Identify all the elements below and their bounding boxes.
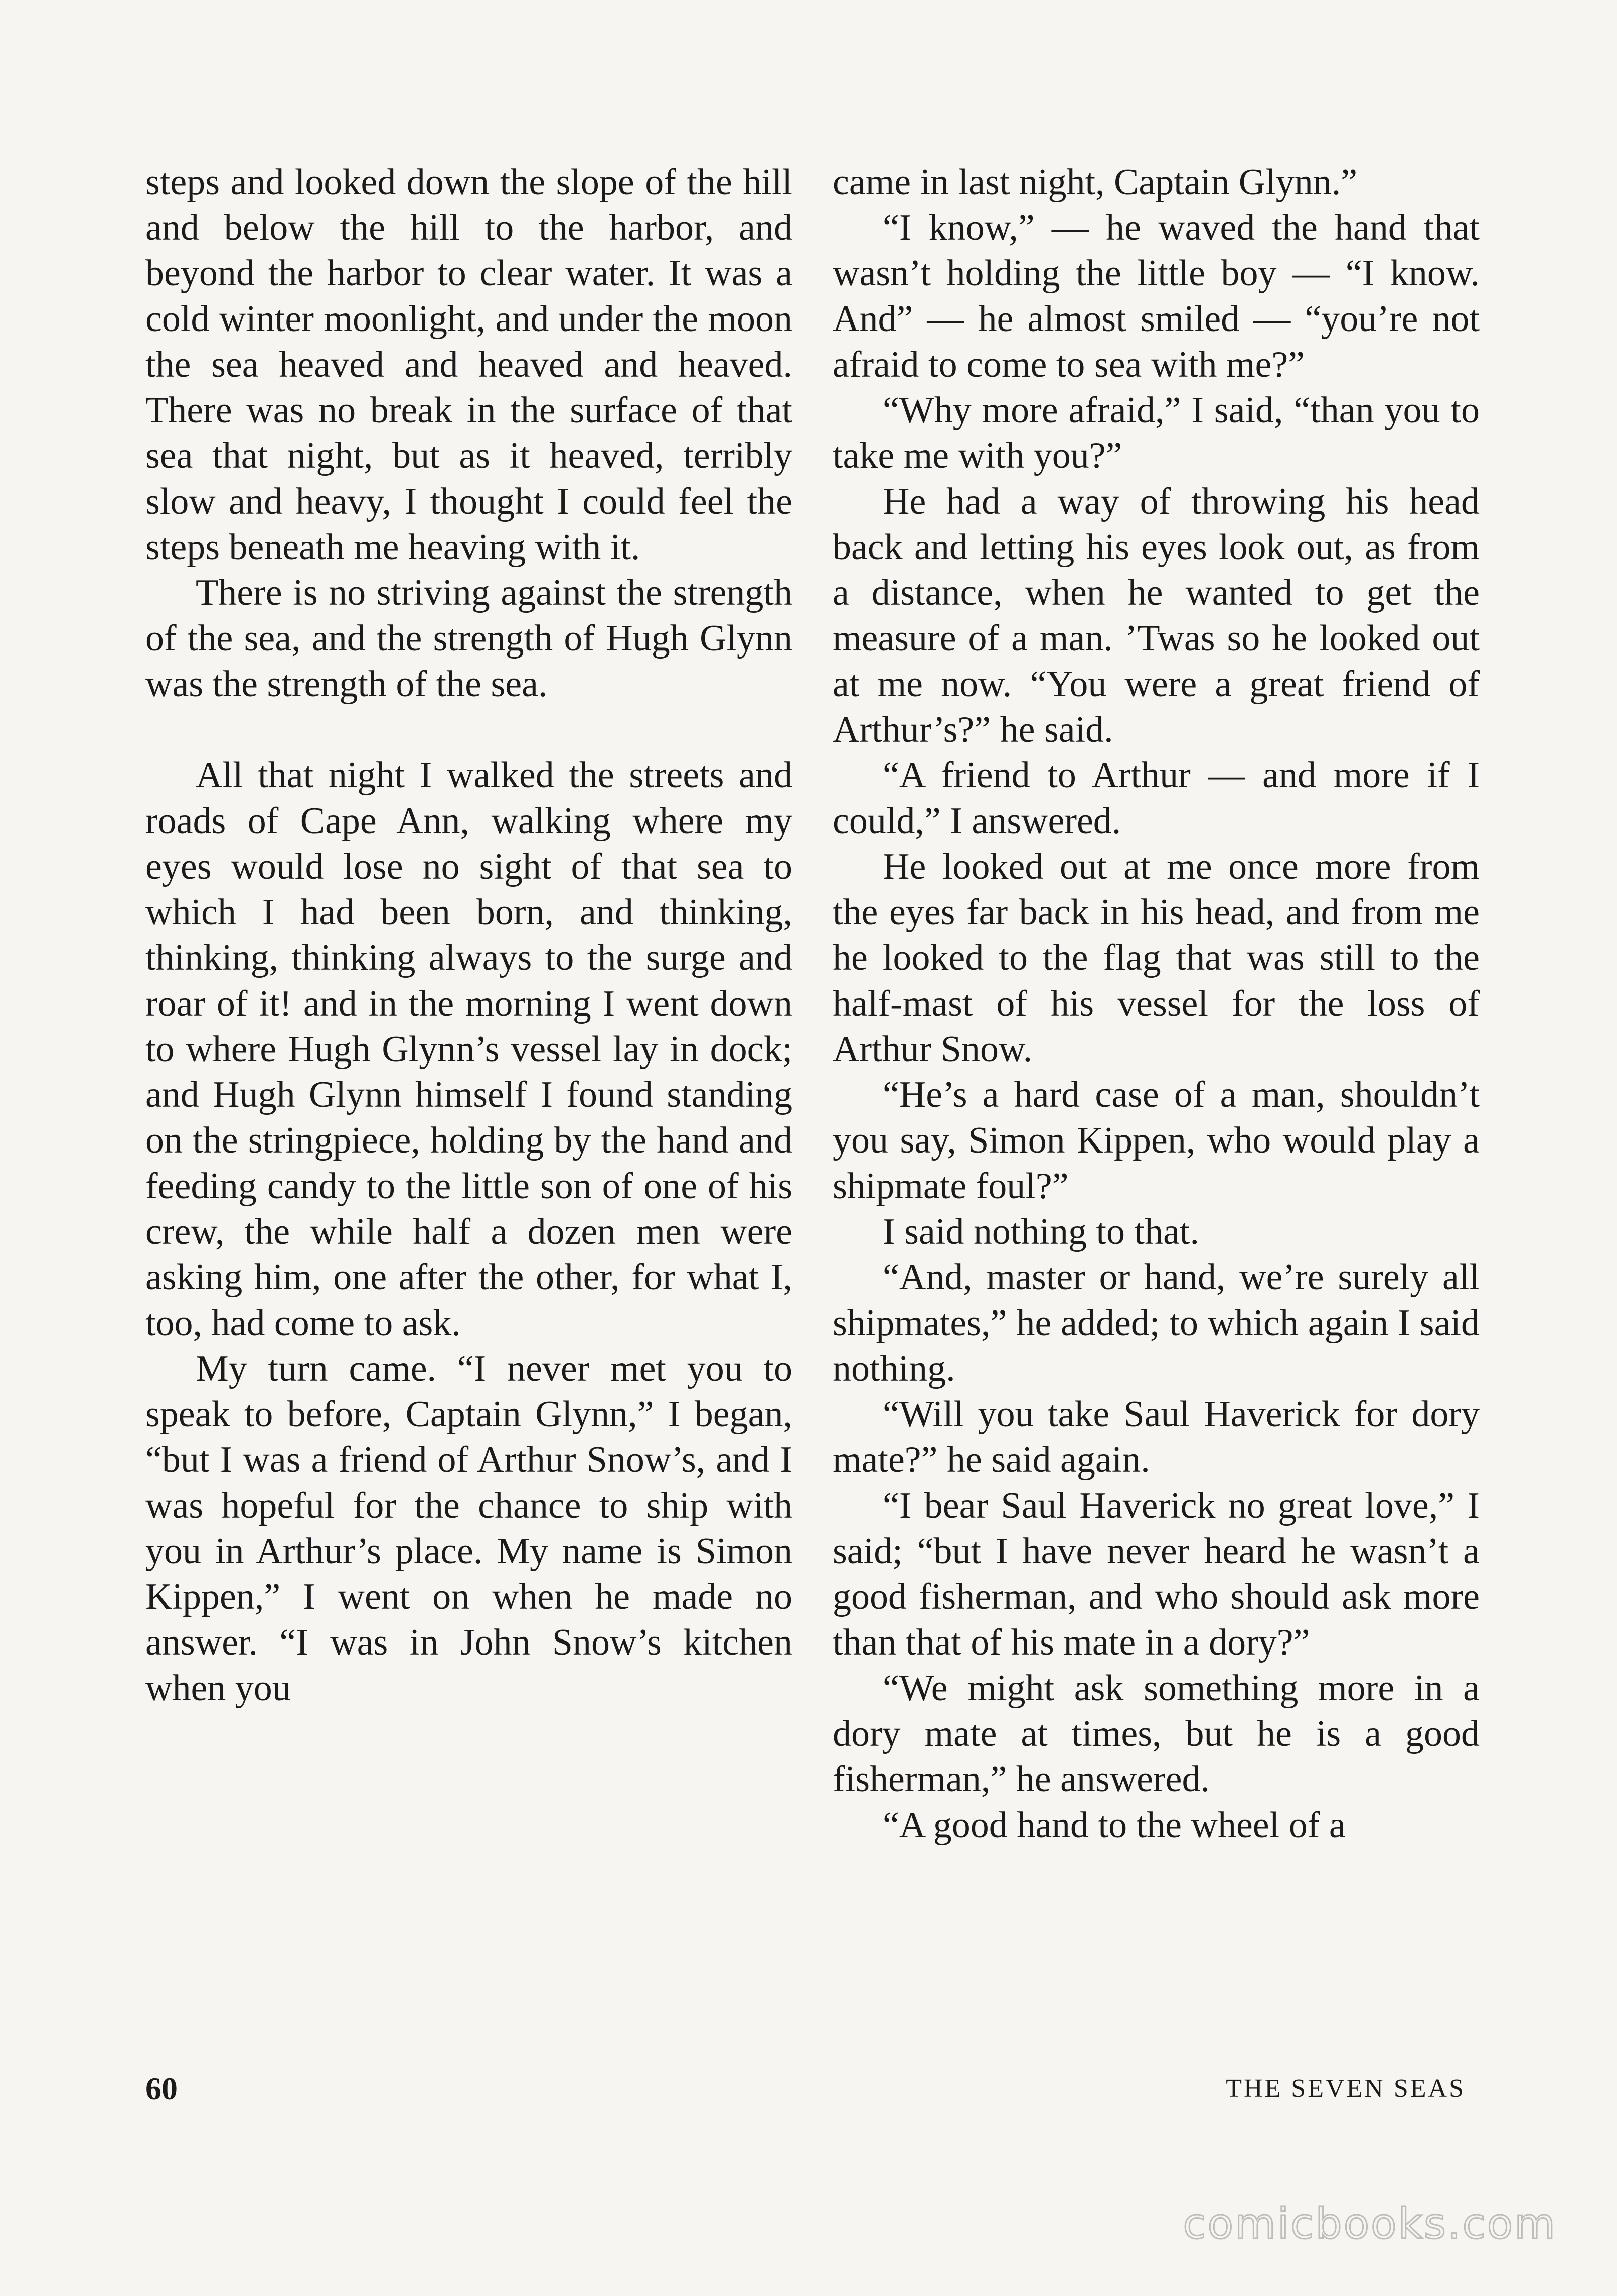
paragraph: “I know,” — he waved the hand that wasn’t holding the little boy — “I know. And” — he almost smiled — “you’re not afraid to come to sea with me?” xyxy=(833,207,1480,385)
paragraph: “I bear Saul Haverick no great love,” I said; “but I have never heard he wasn’t a good fisherman, and who should ask more than that of his mate in a dory?” xyxy=(833,1485,1480,1663)
paragraph: came in last night, Captain Glynn.” xyxy=(833,161,1358,203)
paragraph: “Will you take Saul Haverick for dory mate?” he said again. xyxy=(833,1394,1480,1481)
paragraph: He had a way of throwing his head back and letting his eyes look out, as from a distance, when he wanted to get the measure of a man. ’Twas so he looked out at me now. “You were a great friend of Arthur’s?” he said. xyxy=(833,481,1480,750)
paragraph: “We might ask something more in a dory mate at times, but he is a good fisherman,” he answered. xyxy=(833,1668,1480,1800)
watermark: comicbooks.com xyxy=(1183,2199,1557,2248)
paragraph: He looked out at me once more from the eyes far back in his head, and from me he looked to the flag that was still to the half-mast of his vessel for the loss of Arthur Snow. xyxy=(833,846,1480,1070)
page-number: 60 xyxy=(145,2071,178,2106)
paragraph: “Why more afraid,” I said, “than you to take me with you?” xyxy=(833,390,1480,476)
paragraph: “He’s a hard case of a man, shouldn’t you say, Simon Kippen, who would play a shipmate foul?” xyxy=(833,1074,1480,1207)
left-column xyxy=(145,159,792,1711)
paragraph: All that night I walked the streets and roads of Cape Ann, walking where my eyes would lose no sight of that sea to which I had been born, and thinking, thinking, thinking always to the surge and roar of it! and in the morning I went down to where Hugh Glynn’s vessel lay in dock; and Hugh Glynn himself I found standing on the stringpiece, holding by the hand and feeding candy to the little son of one of his crew, the while half a dozen men were asking him, one after the other, for what I, too, had come to ask. xyxy=(145,755,792,1344)
paragraph: There is no striving against the strength of the sea, and the strength of Hugh Glynn was the strength of the sea. xyxy=(145,572,792,705)
paragraph: “A friend to Arthur — and more if I could,” I answered. xyxy=(833,755,1480,842)
paragraph: “A good hand to the wheel of a xyxy=(883,1805,1346,1846)
right-column xyxy=(833,159,1480,1848)
paragraph: steps and looked down the slope of the hill and below the hill to the harbor, and beyond the harbor to clear water. It was a cold winter moonlight, and under the moon the sea heaved and heaved and heaved. There was no break in the surface of that sea that night, but as it heaved, terribly slow and heavy, I thought I could feel the steps beneath me heaving with it. xyxy=(145,161,792,568)
paragraph: “And, master or hand, we’re surely all shipmates,” he added; to which again I said nothing. xyxy=(833,1257,1480,1389)
paragraph: I said nothing to that. xyxy=(883,1211,1199,1252)
running-head: THE SEVEN SEAS xyxy=(1226,2074,1466,2103)
paragraph: My turn came. “I never met you to speak to before, Captain Glynn,” I began, “but I was a friend of Arthur Snow’s, and I was hopeful for the chance to ship with you in Arthur’s place. My name is Simon Kippen,” I went on when he made no answer. “I was in John Snow’s kitchen when you xyxy=(145,1348,792,1709)
